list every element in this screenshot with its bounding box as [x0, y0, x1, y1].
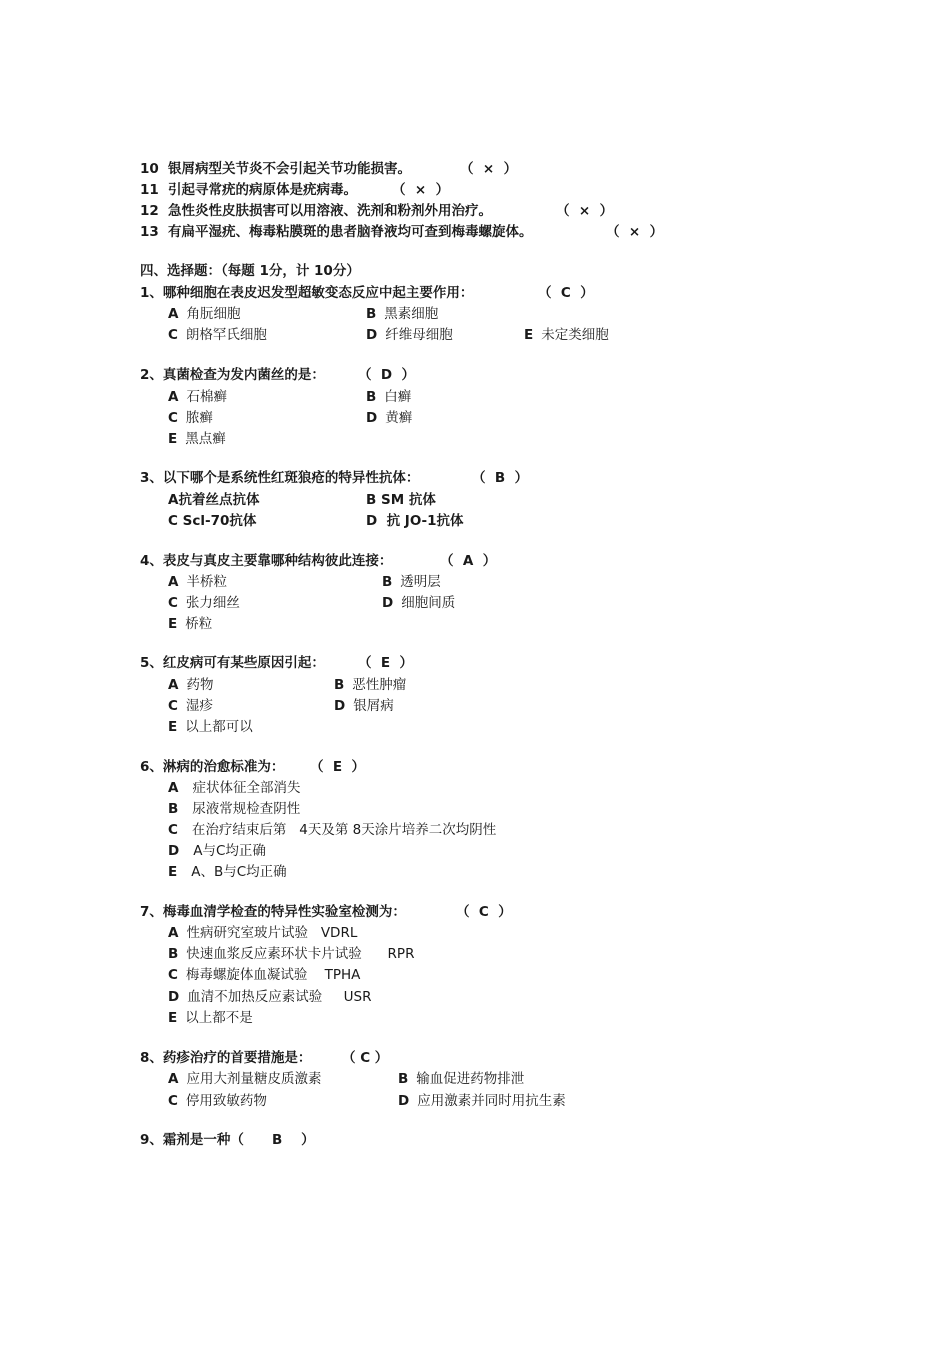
option-a-text: 症状体征全部消失	[192, 780, 301, 796]
option-a: A 药物	[168, 677, 214, 693]
option-c-text: 朗格罕氏细胞	[185, 327, 267, 343]
option-e: E 以上都可以	[168, 719, 253, 735]
option-b: B 快速血浆反应素环状卡片试验 RPR	[168, 946, 415, 962]
question-answer: B ）	[272, 1132, 315, 1148]
option-d: D 银屑病	[334, 698, 394, 714]
tf-answer: （ × ）	[392, 182, 450, 198]
option-a-text: 半桥粒	[186, 574, 227, 590]
option-e-text: 以上都可以	[185, 719, 253, 735]
option-b-text: 白癣	[384, 389, 412, 405]
option-d-text: 银屑病	[353, 698, 394, 714]
option-d-text: D 抗 JO-1抗体	[366, 513, 464, 529]
option-a-text: 石棉癣	[186, 389, 227, 405]
tf-answer: （ × ）	[606, 224, 664, 240]
option-c-text: C Scl-70抗体	[168, 513, 257, 529]
question-stem: 9、霜剂是一种（	[140, 1132, 244, 1148]
option-b-text: 尿液常规检查阴性	[192, 801, 301, 817]
option-c-text: 梅毒螺旋体血凝试验 TPHA	[185, 967, 361, 983]
question-answer: （ E ）	[310, 759, 366, 775]
option-b-text: 恶性肿瘤	[352, 677, 407, 693]
option-c: C 朗格罕氏细胞	[168, 327, 267, 343]
option-b: B 透明层	[382, 574, 441, 590]
question-answer: （ C ）	[538, 285, 594, 301]
option-a-text: 性病研究室玻片试验 VDRL	[186, 925, 358, 941]
option-d-text: 应用激素并同时用抗生素	[417, 1093, 566, 1109]
option-b: B 输血促进药物排泄	[398, 1071, 525, 1087]
tf-statement: 有扁平湿疣、梅毒粘膜斑的患者脑脊液均可查到梅毒螺旋体。	[168, 224, 533, 240]
option-c-text: 湿疹	[185, 698, 213, 714]
option-c: C 停用致敏药物	[168, 1093, 267, 1109]
option-d-text: 血清不加热反应素试验 USR	[187, 989, 372, 1005]
question-answer: （ A ）	[440, 553, 497, 569]
option-a: A 性病研究室玻片试验 VDRL	[168, 925, 358, 941]
option-c: C 湿疹	[168, 698, 213, 714]
option-b: B 白癣	[366, 389, 412, 405]
question-stem: 8、药疹治疗的首要措施是：	[140, 1050, 312, 1066]
option-b-text: B SM 抗体	[366, 492, 436, 508]
option-b: B 恶性肿瘤	[334, 677, 407, 693]
option-b-text: 透明层	[400, 574, 441, 590]
question-answer: （ C ）	[456, 904, 512, 920]
option-c-text: 张力细丝	[185, 595, 240, 611]
option-a-text: 药物	[186, 677, 214, 693]
option-e: E 未定类细胞	[524, 327, 609, 343]
tf-answer: （ × ）	[556, 203, 614, 219]
option-b-text: 输血促进药物排泄	[416, 1071, 525, 1087]
option-e-text: 黑点癣	[185, 431, 226, 447]
question-answer: （ C ）	[342, 1050, 389, 1066]
tf-number: 12	[140, 203, 159, 219]
option-e-text: 以上都不是	[185, 1010, 253, 1026]
option-d-text: 细胞间质	[401, 595, 456, 611]
option-a: A 角朊细胞	[168, 306, 241, 322]
tf-number: 10	[140, 161, 159, 177]
question-stem: 4、表皮与真皮主要靠哪种结构彼此连接：	[140, 553, 393, 569]
tf-statement: 银屑病型关节炎不会引起关节功能损害。	[168, 161, 411, 177]
question-answer: （ B ）	[472, 470, 529, 486]
option-d: D A与C均正确	[168, 843, 266, 859]
option-d: D 应用激素并同时用抗生素	[398, 1093, 566, 1109]
option-d-text: 纤维母细胞	[385, 327, 453, 343]
question-answer: （ D ）	[358, 367, 416, 383]
option-e: E 以上都不是	[168, 1010, 253, 1026]
option-a-text: 应用大剂量糖皮质激素	[186, 1071, 322, 1087]
option-c-text: 停用致敏药物	[185, 1093, 267, 1109]
tf-answer: （ × ）	[460, 161, 518, 177]
option-c: C 梅毒螺旋体血凝试验 TPHA	[168, 967, 361, 983]
option-c-text: 脓癣	[185, 410, 213, 426]
tf-statement: 引起寻常疣的病原体是疣病毒。	[168, 182, 357, 198]
option-e: E A、B与C均正确	[168, 864, 287, 880]
option-d-text: 黄癣	[385, 410, 413, 426]
option-b: B 黑素细胞	[366, 306, 439, 322]
option-e: E 桥粒	[168, 616, 213, 632]
option-d: D 细胞间质	[382, 595, 456, 611]
option-a-text: 角朊细胞	[186, 306, 241, 322]
tf-number: 11	[140, 182, 159, 198]
question-stem: 3、以下哪个是系统性红斑狼疮的特异性抗体：	[140, 470, 420, 486]
option-a: A 应用大剂量糖皮质激素	[168, 1071, 322, 1087]
option-e-text: A、B与C均正确	[191, 864, 287, 880]
option-e-text: 未定类细胞	[541, 327, 609, 343]
option-a: A 半桥粒	[168, 574, 227, 590]
question-stem: 5、红皮病可有某些原因引起：	[140, 655, 325, 671]
question-stem: 7、梅毒血清学检查的特异性实验室检测为：	[140, 904, 406, 920]
section-title: 四、选择题：（每题 1分，计 10分）	[140, 263, 360, 279]
option-b-text: 黑素细胞	[384, 306, 439, 322]
question-stem: 2、真菌检查为发内菌丝的是：	[140, 367, 325, 383]
option-c-text: 在治疗结束后第 4天及第 8天涂片培养二次均阴性	[191, 822, 497, 838]
option-d: D 黄癣	[366, 410, 413, 426]
tf-statement: 急性炎性皮肤损害可以用溶液、洗剂和粉剂外用治疗。	[168, 203, 492, 219]
question-answer: （ E ）	[358, 655, 414, 671]
option-d: D 纤维母细胞	[366, 327, 453, 343]
option-a: A 症状体征全部消失	[168, 780, 301, 796]
option-d-text: A与C均正确	[193, 843, 266, 859]
question-stem: 6、淋病的治愈标准为：	[140, 759, 285, 775]
option-b: B 尿液常规检查阴性	[168, 801, 301, 817]
option-e-text: 桥粒	[185, 616, 213, 632]
option-a: A 石棉癣	[168, 389, 227, 405]
option-c: C 脓癣	[168, 410, 213, 426]
option-e: E 黑点癣	[168, 431, 226, 447]
option-d: D 血清不加热反应素试验 USR	[168, 989, 372, 1005]
option-b-text: 快速血浆反应素环状卡片试验 RPR	[186, 946, 415, 962]
option-c: C 张力细丝	[168, 595, 240, 611]
question-stem: 1、哪种细胞在表皮迟发型超敏变态反应中起主要作用：	[140, 285, 474, 301]
tf-number: 13	[140, 224, 159, 240]
option-c: C 在治疗结束后第 4天及第 8天涂片培养二次均阴性	[168, 822, 497, 838]
option-a-text: A抗着丝点抗体	[168, 492, 260, 508]
